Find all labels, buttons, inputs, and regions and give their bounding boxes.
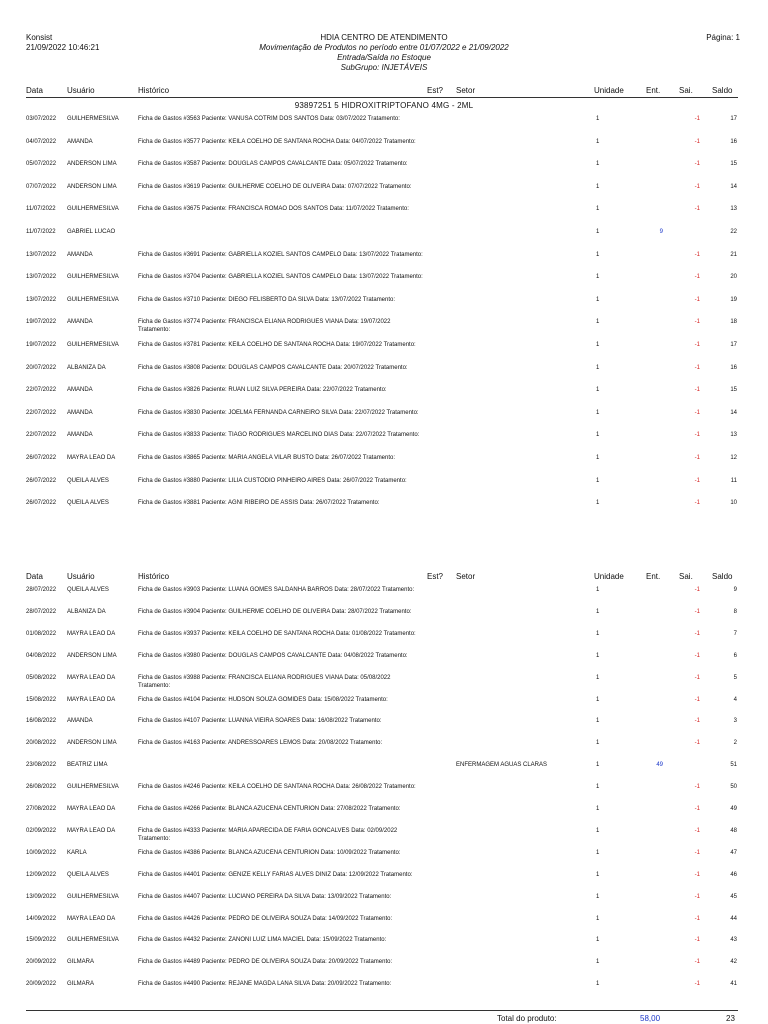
row-history: Ficha de Gastos #3675 Paciente: FRANCISCA ROMAO DOS SANTOS Data: 11/07/2022 Tratamento: xyxy=(138,206,409,213)
row-sai: -1 xyxy=(694,630,700,637)
row-user: GUILHERMESILVA xyxy=(67,893,119,900)
table-row xyxy=(0,205,768,227)
row-history: Ficha de Gastos #3880 Paciente: LILIA CUSTODIO PINHEIRO AIRES Data: 26/07/2022 Tratamento: xyxy=(138,477,407,484)
table-row xyxy=(0,138,768,160)
row-user: GILMARA xyxy=(67,981,95,988)
row-unidade: 1 xyxy=(596,587,600,593)
row-unidade: 1 xyxy=(596,674,600,681)
col-unidade: Unidade xyxy=(594,86,624,95)
row-sai: -1 xyxy=(694,432,700,439)
row-sai: -1 xyxy=(694,138,700,145)
row-history: Ficha de Gastos #3903 Paciente: LUANA GOMES SALDANHA BARROS Data: 28/07/2022 Tratamento: xyxy=(138,587,415,593)
col-history: Histórico xyxy=(138,86,170,95)
row-history: Ficha de Gastos #3937 Paciente: KEILA COELHO DE SANTANA ROCHA Data: 01/08/2022 Tratamento: xyxy=(138,630,416,637)
table-row xyxy=(0,477,768,499)
row-saldo: 14 xyxy=(730,183,737,190)
row-date: 10/09/2022 xyxy=(26,849,57,856)
row-date: 15/08/2022 xyxy=(26,696,57,703)
row-date: 20/09/2022 xyxy=(26,959,57,966)
row-saldo: 2 xyxy=(733,740,737,747)
col-sai: Sai. xyxy=(679,572,693,581)
row-ent: 49 xyxy=(656,762,663,769)
row-user: ANDERSON LIMA xyxy=(67,183,117,190)
row-user: AMANDA xyxy=(67,718,93,725)
row-history: Ficha de Gastos #4401 Paciente: GENIZE KELLY FARIAS ALVES DINIZ Data: 12/09/2022 Tratamento: xyxy=(138,871,413,878)
table-row xyxy=(0,849,768,871)
row-sai: -1 xyxy=(694,342,700,348)
row-unidade: 1 xyxy=(596,206,600,213)
row-unidade: 1 xyxy=(596,455,600,461)
table-row xyxy=(0,228,768,250)
row-date: 26/07/2022 xyxy=(26,477,57,484)
row-user: AMANDA xyxy=(67,319,93,326)
row-date: 02/09/2022 xyxy=(26,827,57,834)
row-unidade: 1 xyxy=(596,696,600,703)
row-saldo: 15 xyxy=(730,161,737,168)
row-saldo: 10 xyxy=(730,500,737,507)
report-title: HDIA CENTRO DE ATENDIMENTO xyxy=(320,33,448,42)
table-row xyxy=(0,936,768,958)
row-unidade: 1 xyxy=(596,806,600,812)
table-row xyxy=(0,431,768,453)
row-date: 12/09/2022 xyxy=(26,871,57,878)
row-sai: -1 xyxy=(694,296,700,303)
table-row xyxy=(0,696,768,718)
row-history: Ficha de Gastos #4104 Paciente: HUDSON SOUZA GOMIDES Data: 15/08/2022 Tratamento: xyxy=(138,696,388,703)
row-saldo: 21 xyxy=(730,251,737,258)
table-row xyxy=(0,652,768,674)
row-sai: -1 xyxy=(694,652,700,659)
row-sai: -1 xyxy=(694,251,700,258)
row-date: 14/09/2022 xyxy=(26,915,57,922)
table-row xyxy=(0,674,768,696)
row-unidade: 1 xyxy=(596,915,600,922)
row-date: 20/09/2022 xyxy=(26,981,57,988)
row-unidade: 1 xyxy=(596,364,600,371)
row-saldo: 42 xyxy=(730,959,737,966)
table-row xyxy=(0,958,768,980)
row-saldo: 18 xyxy=(730,319,737,326)
column-header-2 xyxy=(0,572,768,584)
page-number: Página: 1 xyxy=(706,33,740,42)
row-date: 13/07/2022 xyxy=(26,296,57,303)
company-name: Konsist xyxy=(26,33,53,42)
table-row xyxy=(0,761,768,783)
table-row xyxy=(0,364,768,386)
row-user: ANDERSON LIMA xyxy=(67,161,117,168)
row-history: Ficha de Gastos #3691 Paciente: GABRIELLA KOZIEL SANTOS CAMPELO Data: 13/07/2022 Tratamento: xyxy=(138,251,423,258)
row-history: Ficha de Gastos #3781 Paciente: KEILA COELHO DE SANTANA ROCHA Data: 19/07/2022 Tratamento: xyxy=(138,342,416,348)
col-date: Data xyxy=(26,86,43,95)
row-history: Ficha de Gastos #3619 Paciente: GUILHERME COELHO DE OLIVEIRA Data: 07/07/2022 Tratamento: xyxy=(138,183,412,190)
col-ent: Ent. xyxy=(646,86,661,95)
row-unidade: 1 xyxy=(596,959,600,966)
table-row xyxy=(0,409,768,431)
row-date: 26/08/2022 xyxy=(26,784,57,791)
row-sai: -1 xyxy=(694,893,700,900)
row-saldo: 50 xyxy=(730,784,737,791)
row-history: Ficha de Gastos #3563 Paciente: VANUSA COTRIM DOS SANTOS Data: 03/07/2022 Tratamento: xyxy=(138,116,400,122)
row-user: GUILHERMESILVA xyxy=(67,296,119,303)
row-user: AMANDA xyxy=(67,138,93,145)
row-date: 05/07/2022 xyxy=(26,161,57,168)
row-unidade: 1 xyxy=(596,183,600,190)
table-row xyxy=(0,586,768,608)
row-saldo: 41 xyxy=(730,981,737,988)
row-user: AMANDA xyxy=(67,387,93,394)
row-saldo: 13 xyxy=(730,432,737,439)
row-saldo: 14 xyxy=(730,409,737,416)
row-history: Ficha de Gastos #3774 Paciente: FRANCISCA ELIANA RODRIGUES VIANA Data: 19/07/2022 Tratamento: xyxy=(138,319,391,334)
col-date: Data xyxy=(26,572,43,581)
col-user: Usuário xyxy=(67,572,95,581)
row-saldo: 43 xyxy=(730,937,737,944)
row-history: Ficha de Gastos #3833 Paciente: TIAGO RODRIGUES MARCELINO DIAS Data: 22/07/2022 Tratamento: xyxy=(138,432,420,439)
row-date: 19/07/2022 xyxy=(26,319,57,326)
row-user: MAYRA LEAO DA xyxy=(67,630,116,637)
row-saldo: 7 xyxy=(733,630,737,637)
row-saldo: 45 xyxy=(730,893,737,900)
table-row xyxy=(0,805,768,827)
row-user: ANDERSON LIMA xyxy=(67,652,117,659)
row-history: Ficha de Gastos #3865 Paciente: MARIA ANGELA VILAR BUSTO Data: 26/07/2022 Tratamento: xyxy=(138,455,396,461)
row-saldo: 11 xyxy=(730,477,737,484)
row-date: 13/07/2022 xyxy=(26,251,57,258)
total-label: Total do produto: xyxy=(497,1014,557,1023)
row-user: GUILHERMESILVA xyxy=(67,206,119,213)
row-date: 22/07/2022 xyxy=(26,409,57,416)
table-row xyxy=(0,893,768,915)
row-saldo: 17 xyxy=(730,342,737,348)
row-history: Ficha de Gastos #3881 Paciente: AGNI RIBEIRO DE ASSIS Data: 26/07/2022 Tratamento: xyxy=(138,500,380,507)
table-row xyxy=(0,915,768,937)
table-row xyxy=(0,251,768,273)
table-row xyxy=(0,115,768,137)
col-user: Usuário xyxy=(67,86,95,95)
row-saldo: 48 xyxy=(730,827,737,834)
row-sai: -1 xyxy=(694,455,700,461)
row-saldo: 15 xyxy=(730,387,737,394)
row-sai: -1 xyxy=(694,784,700,791)
table-row xyxy=(0,783,768,805)
row-sai: -1 xyxy=(694,674,700,681)
row-user: AMANDA xyxy=(67,251,93,258)
row-history: Ficha de Gastos #4163 Paciente: ANDRESSOARES LEMOS Data: 20/08/2022 Tratamento: xyxy=(138,740,383,747)
row-unidade: 1 xyxy=(596,740,600,747)
row-user: GUILHERMESILVA xyxy=(67,342,119,348)
row-history: Ficha de Gastos #3980 Paciente: DOUGLAS CAMPOS CAVALCANTE Data: 04/08/2022 Tratamento: xyxy=(138,652,408,659)
row-unidade: 1 xyxy=(596,409,600,416)
row-sai: -1 xyxy=(694,477,700,484)
row-saldo: 44 xyxy=(730,915,737,922)
row-saldo: 5 xyxy=(733,674,737,681)
table-row xyxy=(0,608,768,630)
row-user: QUEILA ALVES xyxy=(67,477,109,484)
row-saldo: 20 xyxy=(730,274,737,281)
row-date: 01/08/2022 xyxy=(26,630,57,637)
row-date: 13/07/2022 xyxy=(26,274,57,281)
row-user: GUILHERMESILVA xyxy=(67,274,119,281)
row-date: 03/07/2022 xyxy=(26,116,57,122)
row-user: MAYRA LEAO DA xyxy=(67,806,116,812)
row-unidade: 1 xyxy=(596,893,600,900)
row-sai: -1 xyxy=(694,871,700,878)
header-rule-1 xyxy=(26,97,738,98)
row-sai: -1 xyxy=(694,740,700,747)
report-header-center xyxy=(234,33,534,73)
table-row xyxy=(0,183,768,205)
row-history: Ficha de Gastos #3808 Paciente: DOUGLAS CAMPOS CAVALCANTE Data: 20/07/2022 Tratamento: xyxy=(138,364,408,371)
row-sai: -1 xyxy=(694,587,700,593)
row-history: Ficha de Gastos #3587 Paciente: DOUGLAS CAMPOS CAVALCANTE Data: 05/07/2022 Tratamento: xyxy=(138,161,408,168)
row-unidade: 1 xyxy=(596,251,600,258)
row-history: Ficha de Gastos #4246 Paciente: KEILA COELHO DE SANTANA ROCHA Data: 26/08/2022 Tratamento: xyxy=(138,784,416,791)
total-rule xyxy=(26,1010,738,1011)
row-date: 05/08/2022 xyxy=(26,674,57,681)
row-date: 20/08/2022 xyxy=(26,740,57,747)
row-history: Ficha de Gastos #3710 Paciente: DIEGO FELISBERTO DA SILVA Data: 13/07/2022 Tratamento: xyxy=(138,296,396,303)
row-saldo: 6 xyxy=(733,652,737,659)
print-datetime: 21/09/2022 10:46:21 xyxy=(26,43,100,52)
row-sai: -1 xyxy=(694,981,700,988)
row-user: GABRIEL LUCAO xyxy=(67,229,116,235)
row-user: GILMARA xyxy=(67,959,95,966)
row-unidade: 1 xyxy=(596,500,600,507)
row-user: MAYRA LEAO DA xyxy=(67,827,116,834)
col-est: Est? xyxy=(427,572,444,581)
row-date: 22/07/2022 xyxy=(26,432,57,439)
row-unidade: 1 xyxy=(596,630,600,637)
row-unidade: 1 xyxy=(596,229,600,235)
row-user: AMANDA xyxy=(67,432,93,439)
row-unidade: 1 xyxy=(596,387,600,394)
row-sai: -1 xyxy=(694,608,700,615)
row-user: GUILHERMESILVA xyxy=(67,116,119,122)
row-history: Ficha de Gastos #4266 Paciente: BLANCA AZUCENA CENTURION Data: 27/08/2022 Tratamento: xyxy=(138,806,401,812)
row-sai: -1 xyxy=(694,849,700,856)
report-subgroup: SubGrupo: INJETÁVEIS xyxy=(340,63,428,72)
row-sai: -1 xyxy=(694,718,700,725)
row-unidade: 1 xyxy=(596,981,600,988)
row-user: QUEILA ALVES xyxy=(67,871,109,878)
row-date: 11/07/2022 xyxy=(26,229,56,235)
row-sai: -1 xyxy=(694,364,700,371)
row-date: 26/07/2022 xyxy=(26,500,57,507)
row-setor: ENFERMAGEM AGUAS CLARAS xyxy=(456,762,548,769)
row-sai: -1 xyxy=(694,387,700,394)
row-user: QUEILA ALVES xyxy=(67,500,109,507)
row-unidade: 1 xyxy=(596,296,600,303)
row-user: MAYRA LEAO DA xyxy=(67,696,116,703)
row-history: Ficha de Gastos #4432 Paciente: ZANONI LUIZ LIMA MACIEL Data: 15/09/2022 Tratamento: xyxy=(138,937,387,944)
row-unidade: 1 xyxy=(596,937,600,944)
row-date: 04/07/2022 xyxy=(26,138,57,145)
report-subtitle: Movimentação de Produtos no período entre 01/07/2022 e 21/09/2022 xyxy=(259,43,509,52)
row-history: Ficha de Gastos #4489 Paciente: PEDRO DE OLIVEIRA SOUZA Data: 20/09/2022 Tratamento: xyxy=(138,959,393,966)
row-user: GUILHERMESILVA xyxy=(67,784,119,791)
row-unidade: 1 xyxy=(596,827,600,834)
col-est: Est? xyxy=(427,86,444,95)
table-row xyxy=(0,980,768,1002)
table-row xyxy=(0,296,768,318)
row-saldo: 3 xyxy=(733,718,737,725)
row-user: ALBANIZA DA xyxy=(67,364,106,371)
table-row xyxy=(0,273,768,295)
row-unidade: 1 xyxy=(596,319,600,326)
row-user: ALBANIZA DA xyxy=(67,608,106,615)
row-sai: -1 xyxy=(694,806,700,812)
row-user: KARLA xyxy=(67,849,87,856)
table-row xyxy=(0,630,768,652)
row-date: 20/07/2022 xyxy=(26,364,57,371)
table-row xyxy=(0,160,768,182)
row-history: Ficha de Gastos #3577 Paciente: KEILA COELHO DE SANTANA ROCHA Data: 04/07/2022 Tratamento: xyxy=(138,138,416,145)
row-sai: -1 xyxy=(694,959,700,966)
row-unidade: 1 xyxy=(596,608,600,615)
col-setor: Setor xyxy=(456,572,476,581)
row-unidade: 1 xyxy=(596,849,600,856)
table-row xyxy=(0,341,768,363)
row-date: 28/07/2022 xyxy=(26,608,57,615)
table-row xyxy=(0,717,768,739)
row-sai: -1 xyxy=(694,183,700,190)
row-saldo: 16 xyxy=(730,364,737,371)
row-unidade: 1 xyxy=(596,432,600,439)
row-saldo: 9 xyxy=(733,587,737,593)
row-date: 16/08/2022 xyxy=(26,718,57,725)
row-unidade: 1 xyxy=(596,784,600,791)
row-saldo: 22 xyxy=(730,229,737,235)
row-sai: -1 xyxy=(694,319,700,326)
report-header-left xyxy=(26,33,99,53)
row-user: BEATRIZ LIMA xyxy=(67,762,108,769)
row-history: Ficha de Gastos #4407 Paciente: LUCIANO PEREIRA DA SILVA Data: 13/09/2022 Tratamento: xyxy=(138,893,392,900)
row-history: Ficha de Gastos #3988 Paciente: FRANCISCA ELIANA RODRIGUES VIANA Data: 05/08/2022 Tratamento: xyxy=(138,674,391,689)
row-ent: 9 xyxy=(659,229,663,235)
col-saldo: Saldo xyxy=(712,572,733,581)
row-date: 26/07/2022 xyxy=(26,455,57,461)
row-date: 15/09/2022 xyxy=(26,937,57,944)
row-unidade: 1 xyxy=(596,161,600,168)
row-date: 28/07/2022 xyxy=(26,587,57,593)
row-saldo: 49 xyxy=(730,806,737,812)
row-saldo: 19 xyxy=(730,296,737,303)
row-user: MAYRA LEAO DA xyxy=(67,455,116,461)
row-sai: -1 xyxy=(694,915,700,922)
row-saldo: 17 xyxy=(730,116,737,122)
row-history: Ficha de Gastos #4426 Paciente: PEDRO DE OLIVEIRA SOUZA Data: 14/09/2022 Tratamento: xyxy=(138,915,393,922)
table-row xyxy=(0,454,768,476)
row-date: 19/07/2022 xyxy=(26,342,57,348)
col-setor: Setor xyxy=(456,86,476,95)
row-date: 23/08/2022 xyxy=(26,762,57,769)
row-history: Ficha de Gastos #3904 Paciente: GUILHERME COELHO DE OLIVEIRA Data: 28/07/2022 Tratamento: xyxy=(138,608,412,615)
row-date: 27/08/2022 xyxy=(26,806,57,812)
row-saldo: 46 xyxy=(730,871,737,878)
row-saldo: 8 xyxy=(733,608,737,615)
row-saldo: 47 xyxy=(730,849,737,856)
row-saldo: 4 xyxy=(733,696,737,703)
row-unidade: 1 xyxy=(596,762,600,769)
row-date: 11/07/2022 xyxy=(26,206,56,213)
row-saldo: 13 xyxy=(730,206,737,213)
row-unidade: 1 xyxy=(596,871,600,878)
table-row xyxy=(0,499,768,521)
row-unidade: 1 xyxy=(596,138,600,145)
table-row xyxy=(0,871,768,893)
report-subtitle-2: Entrada/Saída no Estoque xyxy=(337,53,431,62)
col-ent: Ent. xyxy=(646,572,661,581)
row-saldo: 51 xyxy=(730,762,737,769)
product-name: 93897251 5 HIDROXITRIPTOFANO 4MG - 2ML xyxy=(294,101,474,110)
row-unidade: 1 xyxy=(596,477,600,484)
row-history: Ficha de Gastos #3830 Paciente: JOELMA FERNANDA CARNEIRO SILVA Data: 22/07/2022 Tratamento: xyxy=(138,409,419,416)
row-history: Ficha de Gastos #4333 Paciente: MARIA APARECIDA DE FARIA GONCALVES Data: 02/09/2022 Tratamento: xyxy=(138,827,398,842)
row-unidade: 1 xyxy=(596,274,600,281)
row-unidade: 1 xyxy=(596,652,600,659)
row-history: Ficha de Gastos #3704 Paciente: GABRIELLA KOZIEL SANTOS CAMPELO Data: 13/07/2022 Tratamento: xyxy=(138,274,423,281)
row-saldo: 12 xyxy=(730,455,737,461)
row-sai: -1 xyxy=(694,827,700,834)
row-sai: -1 xyxy=(694,161,700,168)
row-user: MAYRA LEAO DA xyxy=(67,915,116,922)
table-row xyxy=(0,739,768,761)
row-sai: -1 xyxy=(694,274,700,281)
row-saldo: 16 xyxy=(730,138,737,145)
row-sai: -1 xyxy=(694,696,700,703)
row-unidade: 1 xyxy=(596,718,600,725)
row-history: Ficha de Gastos #3826 Paciente: RUAN LUIZ SILVA PEREIRA Data: 22/07/2022 Tratamento: xyxy=(138,387,387,394)
row-sai: -1 xyxy=(694,937,700,944)
row-history: Ficha de Gastos #4490 Paciente: REJANE MAGDA LANA SILVA Data: 20/09/2022 Tratamento: xyxy=(138,981,392,988)
row-unidade: 1 xyxy=(596,342,600,348)
total-ent: 58,00 xyxy=(640,1014,661,1023)
table-row xyxy=(0,386,768,408)
table-row xyxy=(0,318,768,340)
col-unidade: Unidade xyxy=(594,572,624,581)
row-user: ANDERSON LIMA xyxy=(67,740,117,747)
table-row xyxy=(0,827,768,849)
row-sai: -1 xyxy=(694,206,700,213)
col-saldo: Saldo xyxy=(712,86,733,95)
row-date: 13/09/2022 xyxy=(26,893,57,900)
row-history: Ficha de Gastos #4107 Paciente: LUANNA VIEIRA SOARES Data: 16/08/2022 Tratamento: xyxy=(138,718,382,725)
row-history: Ficha de Gastos #4386 Paciente: BLANCA AZUCENA CENTURION Data: 10/09/2022 Tratamento: xyxy=(138,849,401,856)
row-date: 22/07/2022 xyxy=(26,387,57,394)
row-sai: -1 xyxy=(694,500,700,507)
row-date: 07/07/2022 xyxy=(26,183,57,190)
row-user: GUILHERMESILVA xyxy=(67,937,119,944)
row-user: AMANDA xyxy=(67,409,93,416)
row-unidade: 1 xyxy=(596,116,600,122)
total-saldo: 23 xyxy=(726,1014,735,1023)
col-history: Histórico xyxy=(138,572,170,581)
row-sai: -1 xyxy=(694,116,700,122)
row-user: MAYRA LEAO DA xyxy=(67,674,116,681)
row-date: 04/08/2022 xyxy=(26,652,57,659)
col-sai: Sai. xyxy=(679,86,693,95)
row-user: QUEILA ALVES xyxy=(67,587,109,593)
row-sai: -1 xyxy=(694,409,700,416)
